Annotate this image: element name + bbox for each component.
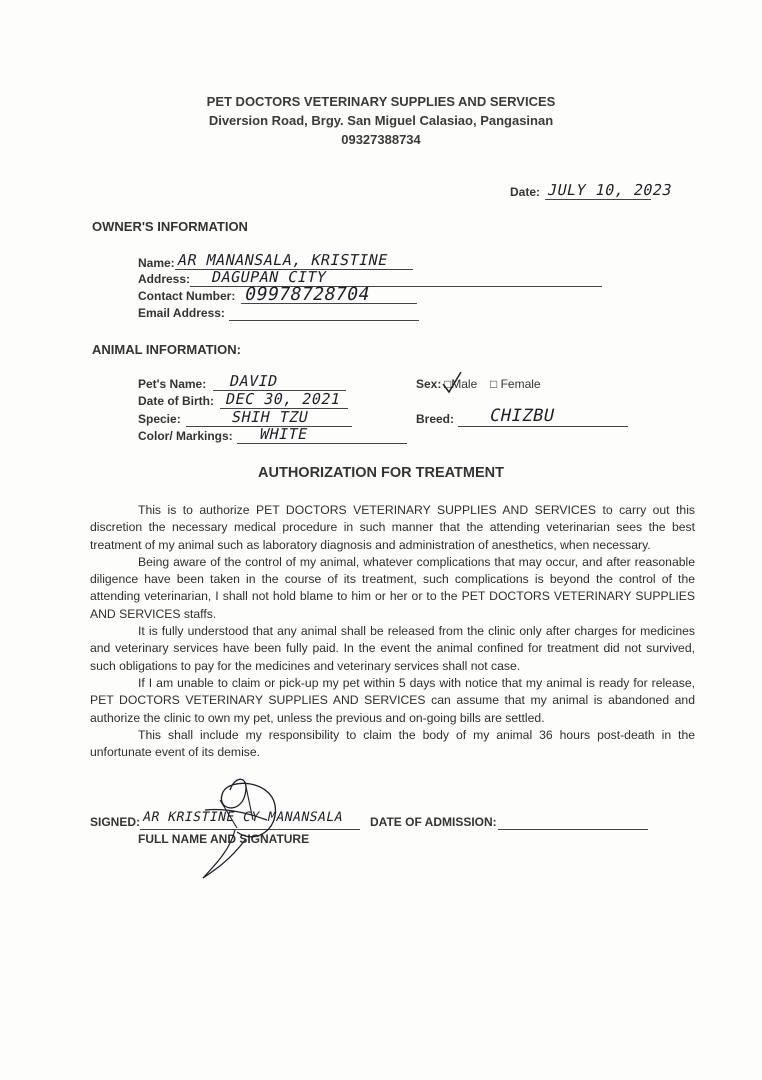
color-label: Color/ Markings: bbox=[138, 429, 233, 443]
company-name: PET DOCTORS VETERINARY SUPPLIES AND SERVICES bbox=[206, 94, 556, 109]
dob-label: Date of Birth: bbox=[138, 394, 214, 408]
contact-number-label: Contact Number: bbox=[138, 289, 236, 303]
authorization-paragraph: If I am unable to claim or pick-up my pet within 5 days with notice that my animal is ready for release, PET DOCTORS VETERINARY SUPPLIES AND SERVICES can assume that my animal is abandoned and authorize the clinic to own my pet, unless the previous and on-going bills are settled. bbox=[90, 675, 695, 725]
owner-name-label: Name: bbox=[138, 256, 175, 270]
signed-name-value[interactable]: AR KRISTINE CY MANANSALA bbox=[141, 810, 345, 825]
authorization-title: AUTHORIZATION FOR TREATMENT bbox=[258, 465, 504, 481]
breed-label: Breed: bbox=[416, 412, 455, 426]
sex-option-female[interactable]: □ Female bbox=[490, 377, 541, 391]
dob-value[interactable]: DEC 30, 2021 bbox=[224, 390, 343, 408]
signed-label: SIGNED: bbox=[90, 815, 141, 829]
admission-line[interactable] bbox=[498, 829, 648, 830]
authorization-paragraph: It is fully understood that any animal shall be released from the clinic only after charges for medicines and veterinary services have been fully paid. In the event the animal confined for treatment did not survived, such obligations to pay for the medicines and veterinary services shall not case. bbox=[90, 624, 695, 673]
pet-name-value[interactable]: DAVID bbox=[228, 372, 280, 390]
owner-address-value[interactable]: DAGUPAN CITY bbox=[210, 268, 329, 286]
specie-label: Specie: bbox=[138, 412, 181, 426]
admission-label: DATE OF ADMISSION: bbox=[370, 815, 497, 829]
male-checkmark-icon bbox=[440, 370, 464, 396]
date-value[interactable]: JULY 10, 2023 bbox=[546, 181, 674, 199]
handwritten-signature bbox=[175, 770, 315, 885]
authorization-paragraph: This is to authorize PET DOCTORS VETERINARY SUPPLIES AND SERVICES to carry out this discretion the necessary medical procedure in such manner that the attending veterinarian sees the best treatment of my animal such as laboratory diagnosis and administration of anesthetics, when necessary. bbox=[90, 503, 695, 552]
signature-caption: FULL NAME AND SIGNATURE bbox=[138, 832, 310, 846]
sex-label: Sex: bbox=[416, 377, 442, 391]
color-line bbox=[237, 443, 407, 444]
owner-name-value[interactable]: AR MANANSALA, KRISTINE bbox=[176, 251, 390, 269]
authorization-body bbox=[90, 502, 695, 761]
breed-value[interactable]: CHIZBU bbox=[487, 406, 557, 426]
animal-section-title: ANIMAL INFORMATION: bbox=[92, 342, 241, 357]
authorization-paragraph: Being aware of the control of my animal, whatever complications that may occur, and after reasonable diligence have been taken in the course of its treatment, such complications is beyond the control of the attending veterinarian, I shall not hold blame to him or her or to the PET DOCTORS VETERINARY SUPPLIES AND SERVICES staffs. bbox=[90, 554, 695, 621]
company-phone: 09327388734 bbox=[341, 132, 421, 147]
company-address: Diversion Road, Brgy. San Miguel Calasiao, Pangasinan bbox=[208, 113, 554, 128]
email-line[interactable] bbox=[229, 320, 419, 321]
color-value[interactable]: WHITE bbox=[258, 425, 310, 443]
owner-address-label: Address: bbox=[138, 272, 191, 286]
date-label: Date: bbox=[510, 185, 541, 199]
pet-name-label: Pet's Name: bbox=[138, 377, 207, 391]
contact-number-value[interactable]: 09978728704 bbox=[242, 284, 372, 305]
authorization-paragraph: This shall include my responsibility to claim the body of my animal 36 hours post-death in the unfortunate event of its demise. bbox=[90, 727, 695, 760]
breed-line bbox=[458, 426, 628, 427]
specie-value[interactable]: SHIH TZU bbox=[230, 408, 311, 426]
owner-section-title: OWNER'S INFORMATION bbox=[92, 219, 248, 234]
date-line bbox=[545, 199, 651, 200]
sex-option-male[interactable]: □Male bbox=[444, 377, 478, 391]
email-label: Email Address: bbox=[138, 306, 225, 320]
